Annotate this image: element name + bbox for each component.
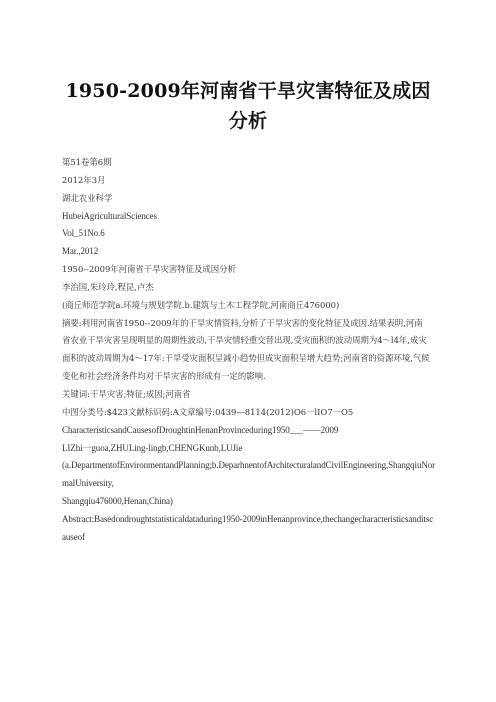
document-body <box>62 154 436 547</box>
authors-cn: 李治国,朱玲玲,程昆,卢杰 <box>62 281 154 292</box>
abstract-cn-line-3: 面积的波动周期为4～17年:干旱受灾面积呈减小趋势但成灾面积呈增大趋势;河南省的资源环境,气候 <box>62 353 430 364</box>
keywords-cn: 关键词:干旱灾害;特征;成因;河南省 <box>62 388 191 399</box>
article-title-en: CharacteristicsandCausesofDroughtinHenanProvinceduring1950___——2009 <box>62 424 339 435</box>
affiliation-en-address: Shangqiu476000,Henan,China) <box>62 496 173 507</box>
journal-name-en: HubeiAgriculturalSciences <box>62 210 157 221</box>
publication-date: 2012年3月 <box>62 174 106 185</box>
affiliation-cn: (商丘师范学院a.环境与规划学院.b.建筑与土木工程学院,河南商丘476000) <box>62 299 340 310</box>
journal-name-cn: 湖北农业科学 <box>62 192 113 203</box>
abstract-cn-line-1: 摘要:利用河南省1950--2009年的干旱灾情资料,分析了干旱灾害的变化特征及成因.结果表明,河南 <box>62 317 423 328</box>
classification-info: 中图分类号:$423文献标识码:A文章编号:0439—8114(2012)O6一lIO7一O5 <box>62 406 354 417</box>
abstract-en: Abstract:Basedondroughtstatisticaldataduring1950-2009inHenanprovince,thechangecharacteristicsanditscauseof <box>62 513 434 542</box>
volume-issue: 第51卷第6期 <box>62 157 112 167</box>
affiliation-en: (a.DepartmentofEnvironmentandPlanning;b.DeparhnentofArchitecturalandCivilEngineering,ShangqiuNormalUniversity, <box>62 460 436 489</box>
article-title-cn: 1950--2009年河南省干旱灾害特征及成因分析 <box>62 264 236 275</box>
publication-date-en: Mar.,2012 <box>62 246 99 257</box>
abstract-cn-line-2: 省农业干旱灾害呈现明显的周期性波动,干旱灾情轻重交替出现,受灾面积的波动周期为4～l4年,成灾 <box>62 335 427 346</box>
authors-en: LIZhi一guoa,ZHULing-lingb,CHENGKunb,LUJie <box>62 442 243 453</box>
page-title: 1950-2009年河南省干旱灾害特征及成因分析 <box>65 80 431 132</box>
volume-issue-en: Vol_51No.6 <box>62 228 105 239</box>
abstract-cn-line-4: 变化和社会经济条件均对干旱灾害的形成有一定的影响. <box>62 371 266 382</box>
